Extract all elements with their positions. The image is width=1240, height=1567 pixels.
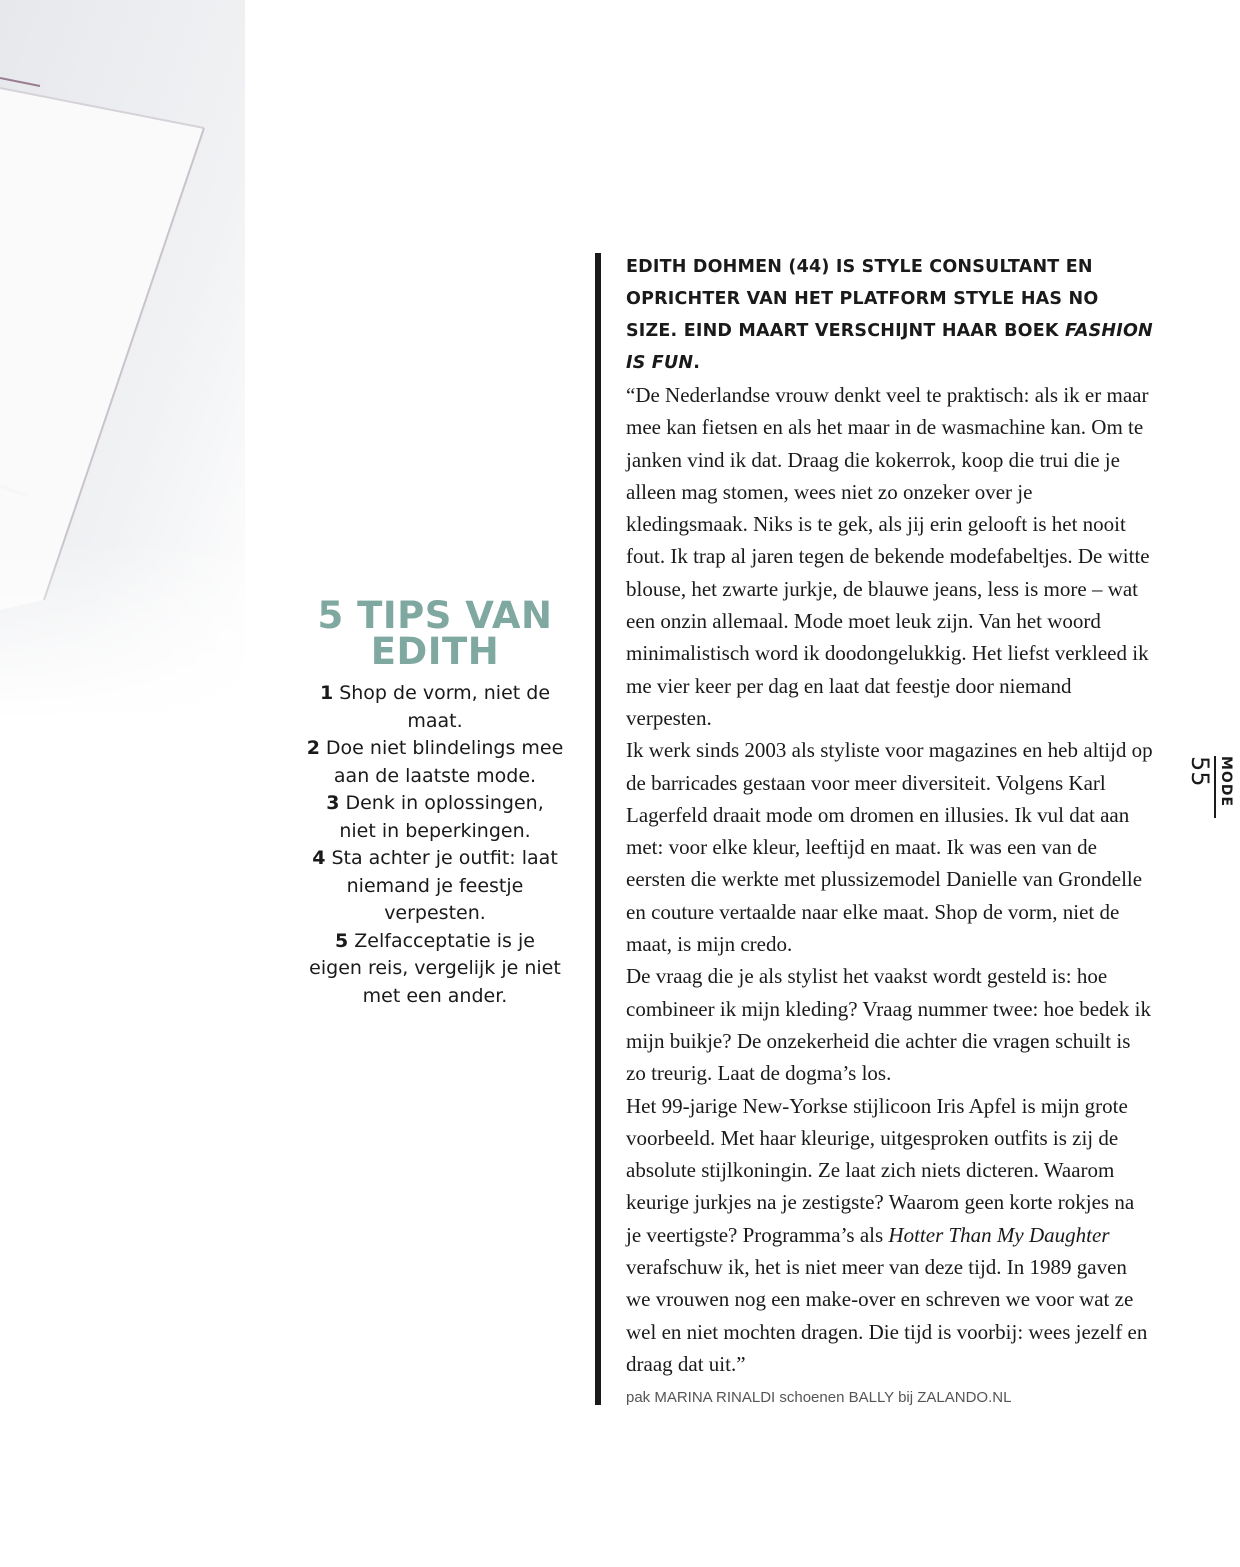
tip-text: Shop de vorm, niet de maat. — [339, 682, 551, 732]
article-body — [626, 379, 1154, 1380]
tip-number: 5 — [335, 929, 349, 952]
page-folio — [1184, 756, 1240, 818]
tips-box — [300, 594, 570, 1010]
photo-fragment-image — [0, 0, 245, 720]
tip-number: 3 — [326, 792, 340, 814]
article-paragraph: “De Nederlandse vrouw denkt veel te praktisch: als ik er maar mee kan fietsen en als het maar in de wasmachine kan. Om te janken vind ik dat. Draag die kokerrok, koop die trui die je alleen mag stomen, wees niet zo onzeker over je kledingsmaak. Niks is te gek, als jij erin gelooft is het nooit fout. Ik trap al jaren tegen de bekende modefabeltjes. De witte blouse, het zwarte jurkje, de blauwe jeans, less is more – wat een onzin allemaal. Mode moet leuk zijn. Van het woord minimalistisch word ik doodongelukkig. Het liefst verkleed ik me vier keer per dag en laat dat feestje door niemand verpesten. — [626, 383, 1150, 730]
fashion-credit: pak MARINA RINALDI schoenen BALLY bij ZALANDO.NL — [626, 1389, 1012, 1407]
paragraph-text: Het 99-jarige New-Yorkse stijlicoon Iris Apfel is mijn grote voorbeeld. Met haar kleurige, uitgesproken outfits is zij de absolute stijlkoningin. Ze laat zich niets dicteren. Waarom keurige jurkjes na je zestigste? Waarom geen korte rokjes na je veertigste? Programma’s als — [626, 1093, 1135, 1247]
tip-item — [306, 680, 564, 735]
page-number: 55 — [1186, 756, 1214, 787]
tip-number: 2 — [306, 737, 320, 759]
tips-list — [300, 680, 570, 1010]
tip-text: Doe niet blindelings mee aan de laatste mode. — [325, 737, 564, 787]
intro-end: . — [693, 353, 701, 373]
tip-text: Denk in oplossingen, niet in beperkingen. — [339, 792, 544, 842]
tip-number: 4 — [312, 847, 326, 869]
tip-item — [306, 790, 564, 845]
intro-text: EDITH DOHMEN (44) IS STYLE CONSULTANT EN OPRICHTER VAN HET PLATFORM STYLE HAS NO SIZE. EIND MAART VERSCHIJNT HAAR BOEK — [626, 257, 1099, 341]
photo-fragment — [0, 0, 245, 720]
tip-item — [306, 735, 564, 790]
tip-number: 1 — [319, 682, 334, 704]
column-rule — [595, 253, 601, 1405]
article-paragraph: De vraag die je als stylist het vaakst wordt gesteld is: hoe combineer ik mijn kleding? Vraag nummer twee: hoe bedek ik mijn buikje? De onzekerheid die achter die vragen schuilt is zo treurig. Laat de dogma’s los. — [626, 964, 1151, 1086]
tip-item — [306, 845, 564, 928]
tips-title: 5 TIPS VAN EDITH — [317, 594, 553, 673]
article-intro — [626, 251, 1154, 379]
show-title: Hotter Than My Daughter — [888, 1222, 1110, 1247]
tip-text: Zelfacceptatie is je eigen reis, vergelijk je niet met een ander. — [309, 929, 561, 1007]
article-paragraph — [626, 1090, 1154, 1381]
article — [626, 251, 1154, 1408]
tip-text: Sta achter je outfit: laat niemand je feestje verpesten. — [331, 847, 558, 924]
tip-item — [306, 928, 564, 1011]
article-paragraph: Ik werk sinds 2003 als styliste voor magazines en heb altijd op de barricades gestaan voor meer diversiteit. Volgens Karl Lagerfeld draait mode om dromen en illusies. Ik vul dat aan met: voor elke kleur, leeftijd en maat. Ik was een van de eersten die werkte met plussizemodel Danielle van Grondelle en couture vertaalde naar elke maat. Shop de vorm, niet de maat, is mijn credo. — [626, 738, 1153, 957]
folio-rotated — [1188, 756, 1234, 818]
book-title: FASHION IS FUN — [626, 321, 1153, 373]
paragraph-text: verafschuw ik, het is niet meer van deze tijd. In 1989 gaven we vrouwen nog een make-over en schreven we voor wat ze wel en niet mochten dragen. Die tijd is voorbij: wees jezelf en draag dat uit.” — [626, 1255, 1148, 1376]
section-label: MODE — [1214, 756, 1234, 818]
